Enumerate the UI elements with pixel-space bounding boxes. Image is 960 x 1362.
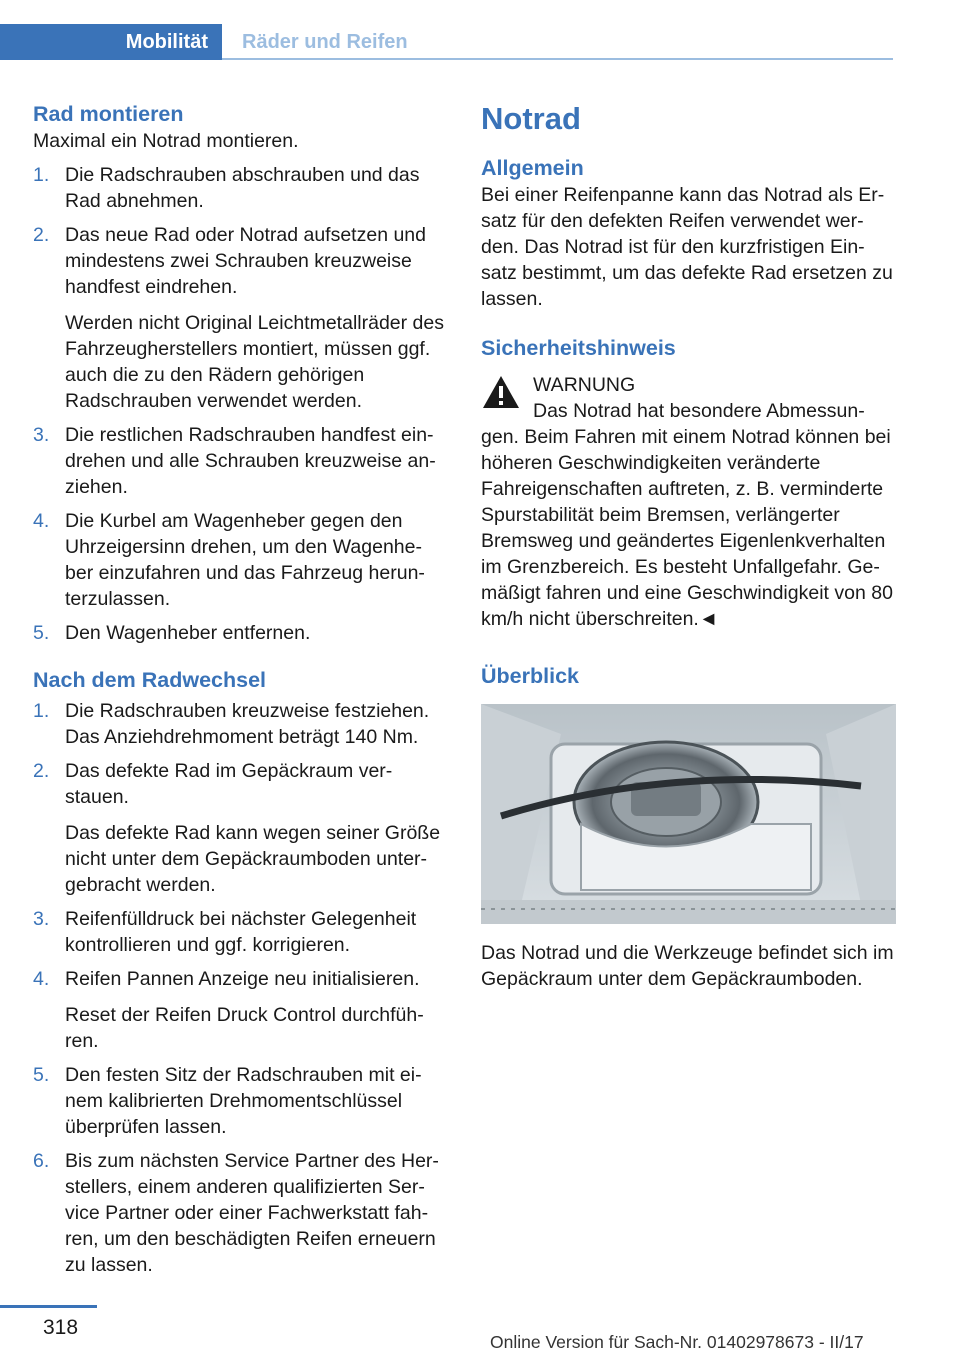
rad-montieren-intro: Maximal ein Notrad montieren. [33,130,299,152]
step-number: 5. [33,1064,50,1086]
step-number: 4. [33,968,50,990]
step-text: Die restlichen Radschrauben handfest ein-drehen und alle Schrauben kreuzweise an-ziehen. [65,424,436,498]
nach-radwechsel-heading: Nach dem Radwechsel [33,668,267,692]
step-number: 6. [33,1150,50,1172]
right-column [481,100,896,992]
step-item [33,222,448,414]
warning-text-first: Das Notrad hat besondere Abmessun- [533,400,865,422]
rad-montieren-heading: Rad montieren [33,102,184,126]
step-item [33,620,448,646]
step-number: 5. [33,622,50,644]
sicherheitshinweis-heading: Sicherheitshinweis [481,336,676,360]
step-text: Bis zum nächsten Service Partner des Her-stellers, einem anderen qualifizierten Ser-vice Partner oder einer Fachwerkstatt fah-ren, um den beschädigten Reifen erneuern zu lassen. [65,1150,439,1276]
step-text: Den festen Sitz der Radschrauben mit ei-nem kalibrierten Drehmomentschlüssel überprüfen lassen. [65,1064,422,1138]
step-item [33,906,448,958]
step-number: 3. [33,424,50,446]
step-number: 4. [33,510,50,532]
step-text: Die Kurbel am Wagenheber gegen den Uhrzeigersinn drehen, um den Wagenhe-ber einzufahren und das Fahrzeug herun-terzulassen. [65,510,425,610]
step-text: Das neue Rad oder Notrad aufsetzen und mindestens zwei Schrauben kreuzweise handfest eindrehen. [65,224,426,298]
warning-label: WARNUNG [533,374,636,396]
step-note: Das defekte Rad kann wegen seiner Größe nicht unter dem Gepäckraumboden unter-gebracht werden. [65,822,441,896]
left-column [33,100,448,1278]
step-number: 3. [33,908,50,930]
rad-montieren-steps [33,162,448,646]
step-item [33,758,448,898]
warning-text: gen. Beim Fahren mit einem Notrad können bei höheren Geschwindigkeiten veränderte Fahreigenschaften auftreten, z. B. verminderte Spurstabilität beim Bremsen, verlängerter Bremsweg und geändertes Eigenlenkverhalten im Grenzbereich. Es besteht Unfallgefahr. Ge-mäßigt fahren und eine Geschwindigkeit von 80 km/h nicht überschreiten.◄ [481,426,893,630]
ueberblick-heading: Überblick [481,664,579,688]
step-text: Das defekte Rad im Gepäckraum ver-stauen. [65,760,393,808]
notrad-title: Notrad [481,101,581,136]
step-text: Den Wagenheber entfernen. [65,622,311,644]
page-number: 318 [43,1316,79,1339]
step-number: 2. [33,760,50,782]
nach-radwechsel-steps [33,698,448,1278]
online-version-footer: Online Version für Sach-Nr. 01402978673 - II/17 [490,1332,864,1352]
subsection-tab[interactable]: Räder und Reifen [242,30,408,53]
section-tab[interactable]: Mobilität [0,24,222,60]
step-item [33,966,448,1054]
allgemein-heading: Allgemein [481,156,584,180]
warning-triangle-icon [481,374,521,410]
trunk-spare-wheel-illustration [481,704,896,924]
header-divider [222,58,893,60]
page-number-rule [0,1305,97,1308]
step-note: Werden nicht Original Leichtmetallräder des Fahrzeugherstellers montiert, müssen ggf. auch die zu den Rädern gehörigen Radschrauben verwendet werden. [65,312,444,412]
step-number: 1. [33,164,50,186]
header-bar [0,24,893,62]
step-item [33,422,448,500]
step-text: Die Radschrauben kreuzweise festziehen. Das Anziehdrehmoment beträgt 140 Nm. [65,700,430,748]
allgemein-text: Bei einer Reifenpanne kann das Notrad als Er-satz für den defekten Reifen verwendet wer-den. Das Notrad ist für den kurzfristigen Ein-satz bestimmt, um das defekte Rad ersetzen zu lassen. [481,184,893,310]
step-text: Reifen Pannen Anzeige neu initialisieren. [65,968,420,990]
step-item [33,1148,448,1278]
step-item [33,162,448,214]
step-item [33,698,448,750]
step-item [33,1062,448,1140]
step-number: 1. [33,700,50,722]
step-note: Reset der Reifen Druck Control durchfüh-ren. [65,1004,424,1052]
step-text: Die Radschrauben abschrauben und das Rad abnehmen. [65,164,420,212]
figure-caption: Das Notrad und die Werkzeuge befindet sich im Gepäckraum unter dem Gepäckraumboden. [481,942,894,990]
warning-block [481,372,896,632]
step-text: Reifenfülldruck bei nächster Gelegenheit kontrollieren und ggf. korrigieren. [65,908,417,956]
step-number: 2. [33,224,50,246]
step-item [33,508,448,612]
